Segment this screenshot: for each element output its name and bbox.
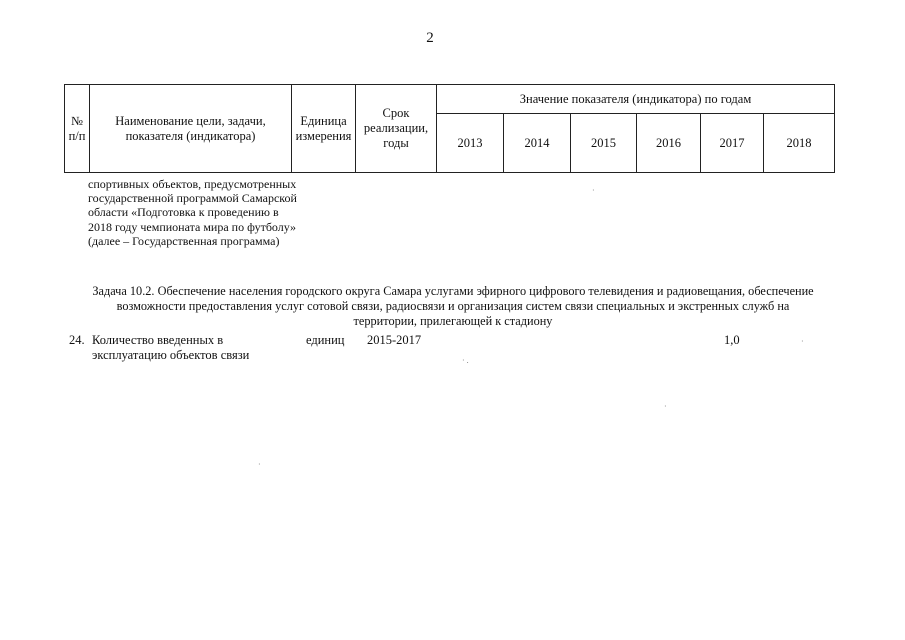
row-value-2017: 1,0 — [724, 333, 740, 347]
task-heading: Задача 10.2. Обеспечение населения городского округа Самара услугами эфирного цифрового телевидения и радиовещания, обеспечение возможности предоставления услуг сотовой связи, радиосвязи и организация систем связи специальных и экстренных служб на территории, прилегающей к стадиону — [92, 284, 814, 328]
header-year: 2017 — [701, 114, 764, 173]
header-col-name: Наименование цели, задачи, показателя (индикатора) — [90, 85, 292, 173]
row-term: 2015-2017 — [367, 333, 422, 347]
header-col-term: Срок реализации, годы — [356, 85, 437, 173]
scan-speck: · — [664, 402, 667, 411]
row-number: 24. — [69, 333, 85, 347]
scan-speck: · — [592, 186, 595, 195]
row-name: Количество введенных в эксплуатацию объектов связи — [92, 333, 250, 362]
header-col-unit: Единица измерения — [292, 85, 356, 173]
scan-speck: · . — [462, 356, 469, 365]
continuation-text: спортивных объектов, предусмотренных государственной программой Самарской области «Подготовка к проведению в 2018 году чемпионата мира по футболу» (далее – Государственная программа) — [88, 177, 297, 248]
indicator-table-header — [64, 84, 835, 173]
page-number: 2 — [426, 30, 434, 46]
header-year: 2016 — [637, 114, 701, 173]
header-year: 2015 — [571, 114, 637, 173]
header-year: 2013 — [437, 114, 504, 173]
header-year: 2014 — [504, 114, 571, 173]
header-year: 2018 — [764, 114, 835, 173]
scan-speck: · — [258, 460, 261, 469]
header-col-values: Значение показателя (индикатора) по годам — [437, 85, 835, 114]
row-unit: единиц — [306, 333, 345, 347]
header-col-number: № п/п — [65, 85, 90, 173]
scan-speck: · — [801, 337, 804, 346]
